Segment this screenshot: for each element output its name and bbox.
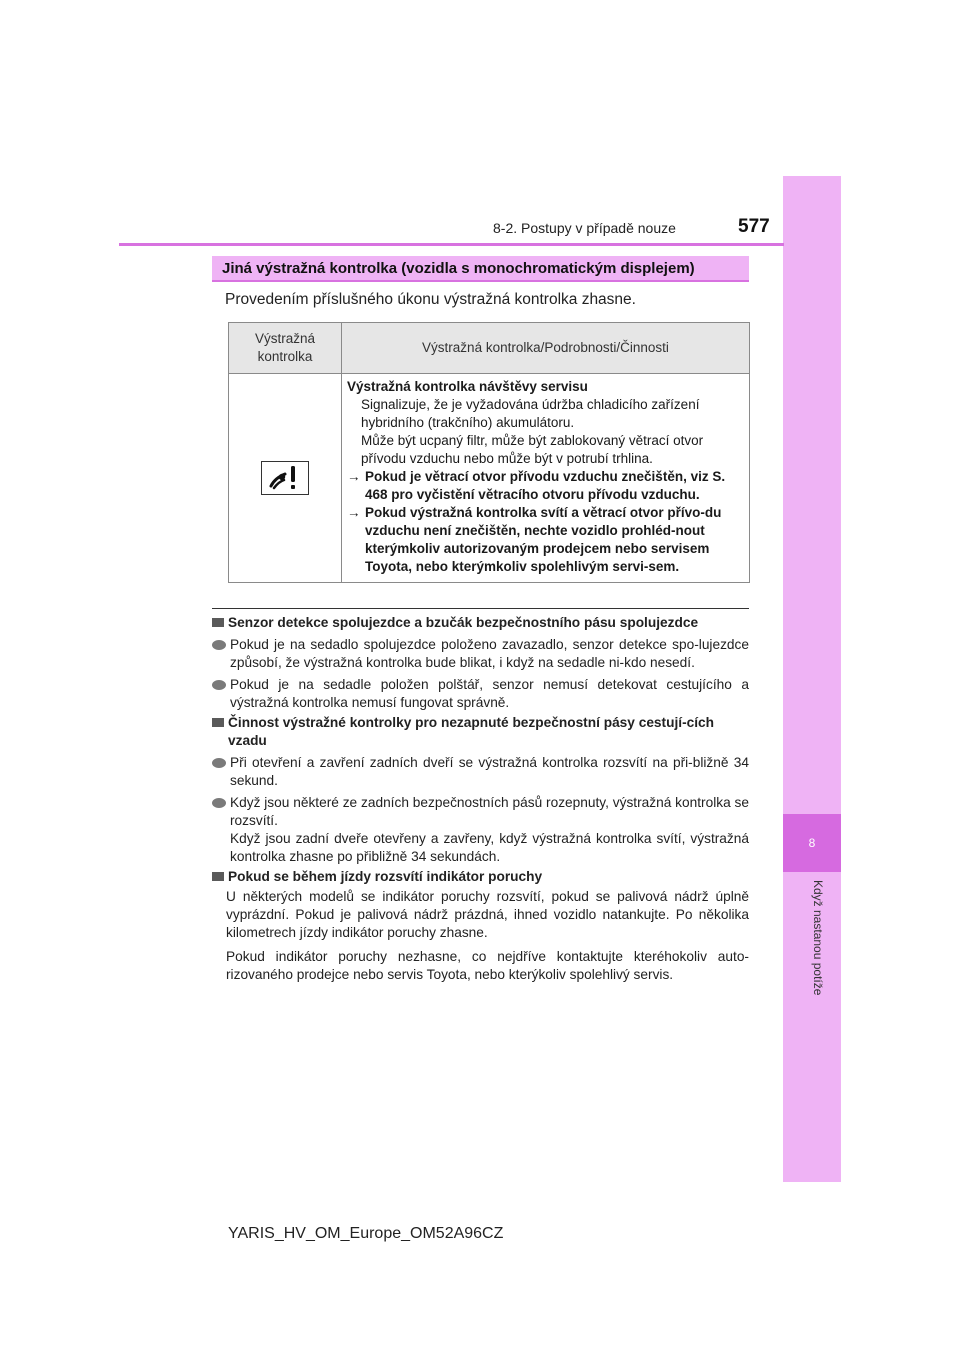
note-bullet [212,636,749,672]
square-bullet-icon [212,618,224,627]
note-bullet [212,754,749,790]
note-heading [212,868,749,886]
service-reminder-warning-icon [261,461,309,495]
note-paragraph: Pokud indikátor poruchy nezhasne, co nejdříve kontaktujte kteréhokoliv auto-rizovaného prodejce nebo servis Toyota, nebo kterýkoliv spolehlivý servis. [226,949,749,982]
round-bullet-icon [212,758,226,768]
note-title: Senzor detekce spolujezdce a bzučák bezpečnostního pásu spolujezdce [228,615,699,630]
warning-action-text: Pokud výstražná kontrolka svítí a větrací otvor přívo-du vzduchu není znečištěn, nechte vozidlo prohléd-nout kterýmkoliv autorizovaným prodejcem nebo servisem Toyota, nebo kterýmkoliv spolehlivým servi-sem. [365,505,722,574]
note-bullet-line: Když jsou některé ze zadních bezpečnostních pásů rozepnuty, výstražná kontrolka se rozsvítí. [230,795,749,828]
warning-light-table [228,322,750,583]
square-bullet-icon [212,872,224,881]
note-title: Pokud se během jízdy rozsvítí indikátor poruchy [228,869,543,884]
page-number: 577 [738,216,770,237]
intro-text: Provedením příslušného úkonu výstražná kontrolka zhasne. [225,291,636,308]
note-bullet-continuation: Když jsou zadní dveře otevřeny a zavřeny, když výstražná kontrolka svítí, výstražná kontrolka zhasne po přibližně 34 sekundách. [230,831,749,864]
note-bullet-text: Pokud je na sedadlo spolujezdce položeno zavazadlo, senzor detekce spo-lujezdce způsobí, že výstražná kontrolka bude blikat, i když na sedadle ni-kdo nesedí. [230,637,749,670]
chapter-label: Když nastanou potíže [811,880,825,996]
chapter-number: 8 [783,814,841,872]
warning-description-cell [342,374,750,583]
warning-action [347,504,743,576]
warning-action [347,468,743,504]
note-title: Činnost výstražné kontrolky pro nezapnuté bezpečnostní pásy cestují-cích vzadu [228,715,715,748]
header-divider [119,243,784,246]
arrow-right-icon: → [347,505,361,520]
running-header-section: 8-2. Postupy v případě nouze [493,220,676,236]
note-bullet-text: Při otevření a zavření zadních dveří se výstražná kontrolka rozsvítí na při-bližně 34 sekund. [230,755,749,788]
table-row [229,374,750,583]
round-bullet-icon [212,680,226,690]
note-bullet [212,794,749,866]
service-reminder-glyph [265,463,305,493]
warning-title: Výstražná kontrolka návštěvy servisu [347,379,588,394]
note-bullet-text [230,794,749,866]
table-header-details: Výstražná kontrolka/Podrobnosti/Činnosti [342,323,750,374]
round-bullet-icon [212,640,226,650]
note-heading [212,714,749,750]
note-bullet [212,676,749,712]
document-code: YARIS_HV_OM_Europe_OM52A96CZ [228,1225,504,1242]
arrow-right-icon: → [347,469,361,484]
note-bullet-text: Pokud je na sedadle položen polštář, senzor nemusí detekovat cestujícího a výstražná kontrolka nemusí fungovat správně. [230,677,749,710]
notes-divider [212,608,749,609]
warning-icon-cell [229,374,342,583]
warning-action-text: Pokud je větrací otvor přívodu vzduchu znečištěn, viz S. 468 pro vyčistění větracího otvoru přívodu vzduchu. [365,469,726,502]
notes-section [212,612,749,984]
section-heading: Jiná výstražná kontrolka (vozidla s monochromatickým displejem) [212,256,749,282]
note-heading [212,614,749,632]
round-bullet-icon [212,798,226,808]
warning-paragraph: Může být ucpaný filtr, může být zablokovaný větrací otvor přívodu vzduchu nebo může být v potrubí trhlina. [361,433,704,466]
square-bullet-icon [212,718,224,727]
table-header-light: Výstražná kontrolka [229,323,342,374]
warning-paragraph: Signalizuje, že je vyžadována údržba chladicího zařízení hybridního (trakčního) akumulátoru. [361,397,700,430]
chapter-side-tab [783,176,841,1182]
note-paragraph: U některých modelů se indikátor poruchy rozsvítí, pokud se palivová nádrž úplně vyprázdní. Pokud je palivová nádrž prázdná, ihned vozidlo natankujte. Po několika kilometrech jízdy indikátor poruchy zhasne. [226,889,749,940]
